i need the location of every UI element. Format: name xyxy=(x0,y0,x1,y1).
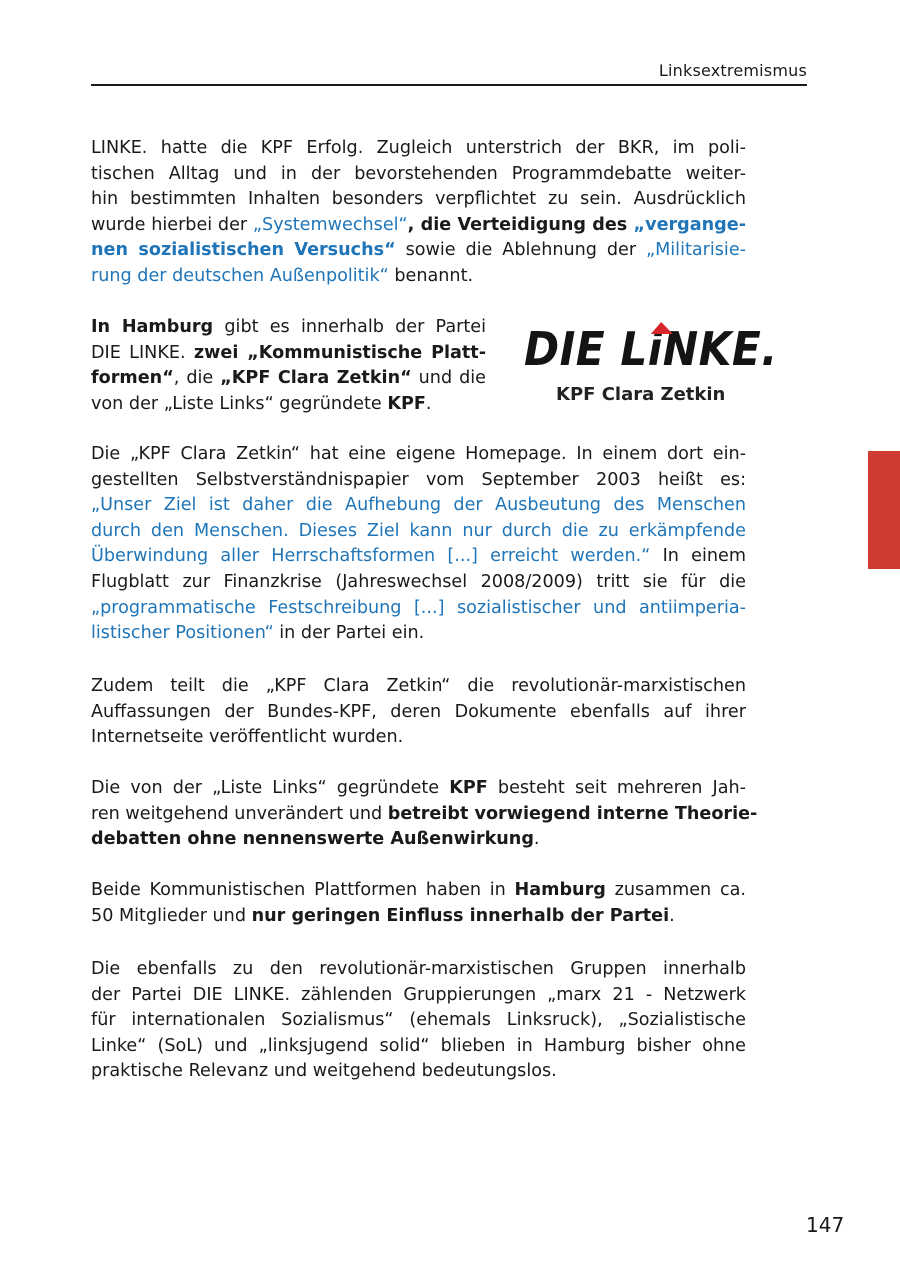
text-line: Flugblatt zur Finanzkrise (Jahreswechsel 2008/2009) tritt sie für die xyxy=(91,571,746,592)
paragraph-5 xyxy=(91,776,758,853)
text-line xyxy=(91,238,746,264)
text-line xyxy=(91,878,746,904)
text-run: DIE LINKE. xyxy=(91,342,194,363)
bold-run: , die Verteidigung des xyxy=(407,214,634,235)
text-line: LINKE. hatte die KPF Erfolg. Zugleich unterstrich der BKR, im poli- xyxy=(91,138,746,158)
quote-militarisierung: „Militarisie- xyxy=(646,240,746,261)
text-run: und die xyxy=(411,368,486,389)
text-run: von der „Liste Links“ gegründete xyxy=(91,393,388,414)
bold-run: zwei „Kommunistische Platt- xyxy=(193,342,486,363)
text-line: hin bestimmten Inhalten besonders verpflichtet zu sein. Ausdrücklich xyxy=(91,189,746,210)
text-run: sowie die Ablehnung der xyxy=(395,240,646,261)
paragraph-6 xyxy=(91,878,746,929)
text-line: für internationalen Sozialismus“ (ehemals Linksruck), „Sozialistische xyxy=(91,1010,746,1031)
quote-militarisierung-cont: rung der deutschen Außenpolitik“ xyxy=(91,265,389,286)
page-number: 147 xyxy=(806,1213,845,1237)
paragraph-3 xyxy=(91,442,746,647)
logo-wordmark: DIE LiNKE. xyxy=(524,322,778,376)
text-run: ren weitgehend unverändert und xyxy=(91,803,388,824)
quote-run: listischer Positionen“ xyxy=(91,623,274,644)
text-line xyxy=(91,366,486,392)
quote-systemwechsel: „Systemwechsel“ xyxy=(252,214,408,235)
text-run: benannt. xyxy=(388,265,474,286)
quote-versuchs-cont: nen sozialistischen Versuchs“ xyxy=(91,240,396,261)
quote-run: Überwindung aller Herrschaftsformen [...] erreicht werden.“ xyxy=(91,546,651,567)
text-run: zusammen ca. xyxy=(605,880,746,900)
bold-run: KPF xyxy=(449,778,488,798)
paragraph-2 xyxy=(91,315,486,417)
paragraph-4 xyxy=(91,674,746,751)
text-run: besteht seit mehreren Jah- xyxy=(487,778,747,798)
text-line: Zudem teilt die „KPF Clara Zetkin“ die revolutionär-marxistischen xyxy=(91,676,746,696)
text-run: 50 Mitglieder und xyxy=(91,905,252,926)
paragraph-1 xyxy=(91,136,746,290)
text-run: . xyxy=(533,829,540,850)
text-run: . xyxy=(669,905,675,926)
page-header xyxy=(91,58,807,86)
text-run: Die von der „Liste Links“ gegründete xyxy=(91,778,450,798)
text-line: gestellten Selbstverständnispapier vom September 2003 heißt es: xyxy=(91,469,746,490)
bold-run: betreibt vorwiegend interne Theorie- xyxy=(387,803,758,824)
text-line xyxy=(91,544,746,570)
text-run: In einem xyxy=(650,546,746,567)
text-run: gibt es innerhalb der Partei xyxy=(213,317,486,337)
logo-red-accent-icon xyxy=(651,322,677,334)
bold-run: In Hamburg xyxy=(91,317,214,337)
running-title: Linksextremismus xyxy=(658,61,807,80)
bold-run: nur geringen Einfluss innerhalb der Partei xyxy=(251,905,670,926)
bold-run: formen“ xyxy=(91,368,174,389)
text-line: Auffassungen der Bundes-KPF, deren Dokumente ebenfalls auf ihrer xyxy=(91,701,746,722)
quote-versuchs: „vergange- xyxy=(633,214,746,235)
quote-line: durch den Menschen. Dieses Ziel kann nur durch die zu erkämpfende xyxy=(91,520,746,541)
die-linke-logo xyxy=(510,318,790,416)
text-run: in der Partei ein. xyxy=(273,623,425,644)
text-line: Internetseite veröffentlicht wurden. xyxy=(91,727,404,748)
text-line: Linke“ (SoL) und „linksjugend solid“ blieben in Hamburg bisher ohne xyxy=(91,1035,746,1056)
bold-run: Hamburg xyxy=(514,880,606,900)
text-line xyxy=(91,315,486,341)
quote-line: „programmatische Festschreibung [...] sozialistischer und antiimperia- xyxy=(91,597,746,618)
paragraph-7 xyxy=(91,957,746,1085)
text-line: praktische Relevanz und weitgehend bedeutungslos. xyxy=(91,1061,557,1082)
text-line xyxy=(91,827,746,853)
text-line xyxy=(91,904,746,930)
text-line: Die „KPF Clara Zetkin“ hat eine eigene Homepage. In einem dort ein- xyxy=(91,444,746,464)
text-line xyxy=(91,802,758,828)
quote-line: „Unser Ziel ist daher die Aufhebung der Ausbeutung des Menschen xyxy=(91,495,746,516)
text-run: . xyxy=(425,393,432,414)
text-line xyxy=(91,213,746,239)
text-line xyxy=(91,776,746,802)
chapter-side-tab xyxy=(868,451,900,569)
bold-run: debatten ohne nennenswerte Außenwirkung xyxy=(91,829,534,850)
text-line: Die ebenfalls zu den revolutionär-marxistischen Gruppen innerhalb xyxy=(91,959,746,979)
text-line: tischen Alltag und in der bevorstehenden Programmdebatte weiter- xyxy=(91,163,746,184)
text-line xyxy=(91,621,746,647)
text-line xyxy=(91,392,486,418)
logo-subtitle: KPF Clara Zetkin xyxy=(556,384,726,405)
bold-run: „KPF Clara Zetkin“ xyxy=(220,368,412,389)
text-run: , die xyxy=(173,368,221,389)
bold-run: KPF xyxy=(387,393,426,414)
text-line: der Partei DIE LINKE. zählenden Gruppierungen „marx 21 - Netzwerk xyxy=(91,984,746,1005)
text-line xyxy=(91,264,746,290)
text-line xyxy=(91,341,486,367)
text-run: Beide Kommunistischen Plattformen haben in xyxy=(91,880,515,900)
text-run: wurde hierbei der xyxy=(91,214,253,235)
